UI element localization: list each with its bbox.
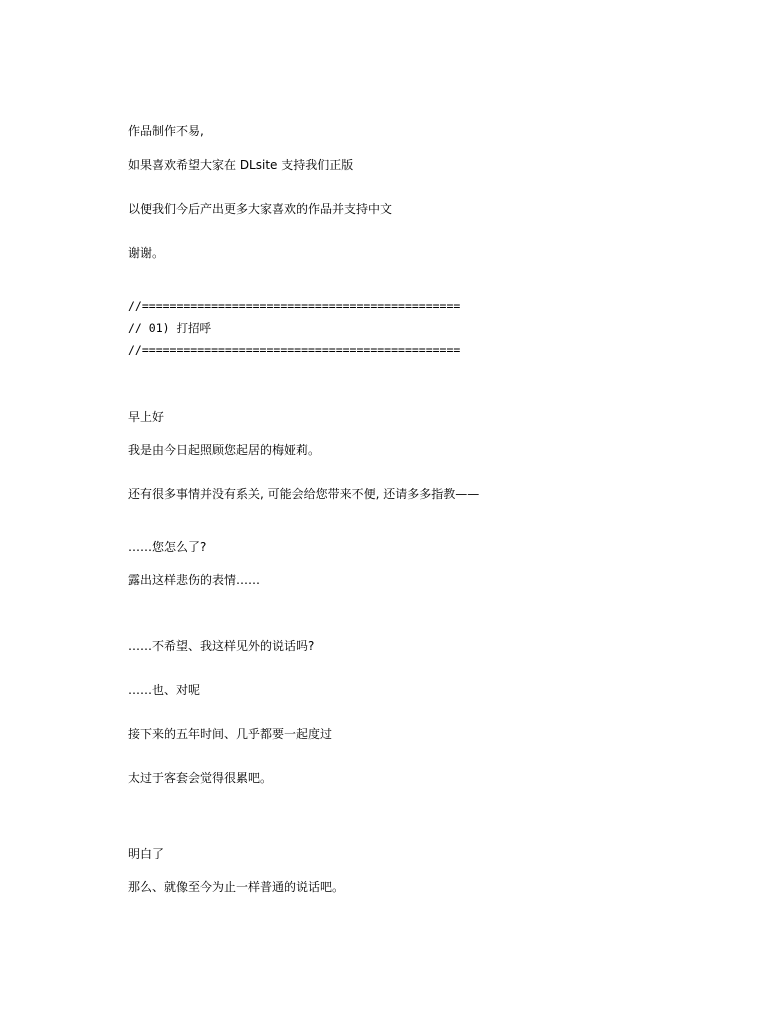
dialogue-line-7: ……也、对呢 xyxy=(128,683,201,697)
dialogue-line-4: ……您怎么了? xyxy=(128,540,207,554)
section-rule-bottom: //============================================== xyxy=(128,343,461,357)
dialogue-line-10: 明白了 xyxy=(128,847,165,861)
dialogue-line-3: 还有很多事情并没有系关, 可能会给您带来不便, 还请多多指教—— xyxy=(128,487,480,501)
dialogue-line-11: 那么、就像至今为止一样普通的说话吧。 xyxy=(128,880,345,894)
intro-line-3: 以便我们今后产出更多大家喜欢的作品并支持中文 xyxy=(128,202,393,216)
dialogue-line-8: 接下来的五年时间、几乎都要一起度过 xyxy=(128,727,333,741)
dialogue-line-9: 太过于客套会觉得很累吧。 xyxy=(128,771,273,785)
dialogue-line-5: 露出这样悲伤的表情…… xyxy=(128,573,261,587)
dialogue-line-2: 我是由今日起照顾您起居的梅娅莉。 xyxy=(128,443,321,457)
section-rule-top: //============================================== xyxy=(128,299,461,313)
intro-line-2: 如果喜欢希望大家在 DLsite 支持我们正版 xyxy=(128,158,354,172)
dialogue-line-1: 早上好 xyxy=(128,410,165,424)
intro-line-4: 谢谢。 xyxy=(128,246,165,260)
dialogue-line-6: ……不希望、我这样见外的说话吗? xyxy=(128,639,315,653)
section-title: // 01) 打招呼 xyxy=(128,321,211,335)
intro-line-1: 作品制作不易, xyxy=(128,124,204,138)
